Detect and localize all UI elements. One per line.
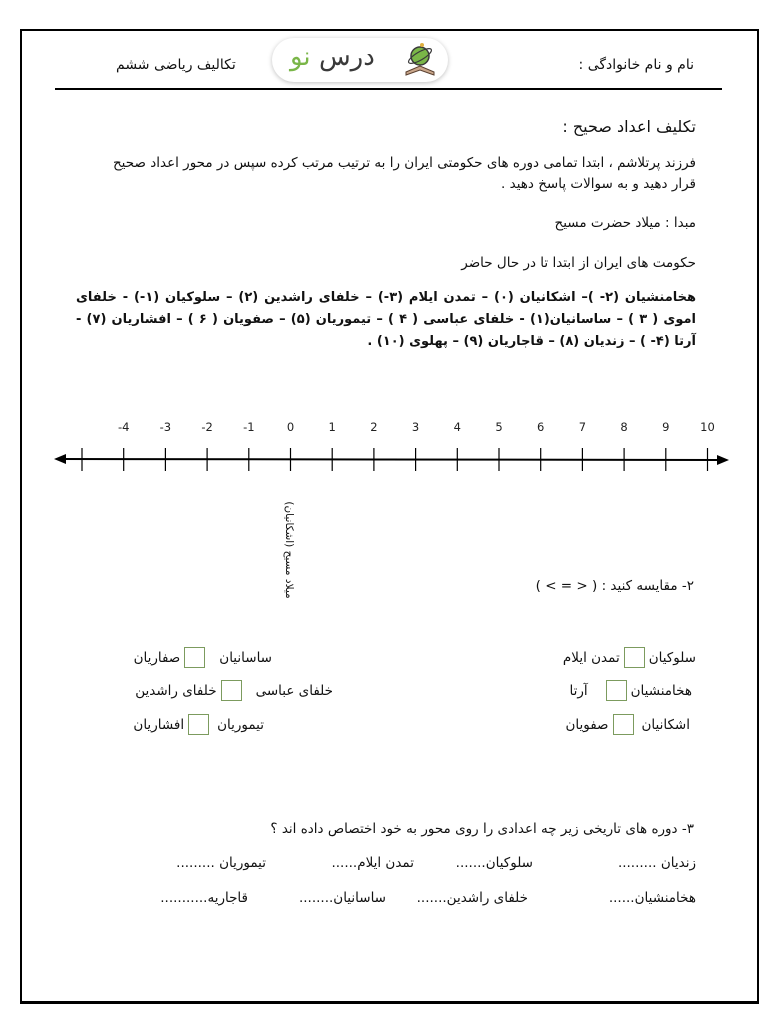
arrow-left-icon [54,454,66,464]
tick-label: 7 [578,420,587,434]
arrow-right-icon [717,455,729,465]
compare-row [563,647,696,668]
governments-title: حکومت های ایران از ابتدا تا در حال حاضر [461,255,696,271]
section-title: تکلیف اعداد صحیح : [562,117,696,136]
compare-answer-box[interactable] [184,647,205,668]
tick-label: 1 [328,420,336,434]
compare-right-item: آرتا [569,682,588,699]
compare-answer-box[interactable] [606,680,627,701]
compare-right-item: تمدن ایلام [562,649,620,666]
tick-label: 0 [286,420,295,434]
logo [272,38,448,82]
compare-right-item: خلفای راشدین [135,682,217,699]
fill-blank-item[interactable]: خلفای راشدین....... [416,890,528,906]
governments-list: هخامنشیان (۲- )– اشکانیان (۰) – تمدن ایلام (۳-) – خلفای راشدین (۲) – سلوکیان (۱-) - خلفای اموی ( ۳ ) – ساسانیان(۱) - خلفای عباسی ( ۴ ) – تیموریان (۵) – صفویان ( ۶ ) – افشاریان (۷) - آرتا (۴- ) – زندیان (۸) – قاجاریان (۹) – پهلوی (۱۰) . [76,290,697,349]
logo-text [290,42,375,72]
compare-right-item: صفاریان [133,649,181,666]
fill-blank-item[interactable]: سلوکیان....... [455,855,533,871]
origin-text: مبدا : میلاد حضرت مسیح [554,215,696,231]
logo-word-dars: درس [318,42,375,72]
annotation-vertical [279,495,299,605]
fill-blank-item[interactable]: ساسانیان........ [298,890,386,906]
compare-row [135,680,333,701]
compare-title: ۲- مقایسه کنید : ( < = > ) [535,578,694,594]
compare-right-item: صفویان [565,716,609,733]
tick-label: -1 [243,420,255,434]
annotation-text: میلاد مسیح (اشکانیان) [283,501,295,599]
fill-blank-item[interactable]: زندیان ......... [617,855,696,871]
compare-left-item: ساسانیان [219,649,272,666]
fill-blank-item[interactable]: هخامنشیان...... [608,890,696,906]
compare-answer-box[interactable] [624,647,645,668]
compare-answer-box[interactable] [613,714,634,735]
compare-left-item: خلفای عباسی [255,682,333,699]
instruction-text: فرزند پرتلاشم ، ابتدا تمامی دوره های حکومتی ایران را به ترتیب مرتب کرده سپس در محور اعداد صحیح قرار دهید و به سوالات پاسخ دهید . [112,155,696,192]
tick-label: 8 [620,420,628,434]
number-line-axis [60,459,720,460]
number-line [0,405,766,485]
compare-left-item: اشکانیان [641,716,690,733]
compare-answer-box[interactable] [221,680,242,701]
worksheet-subject: تکالیف ریاضی ششم [116,57,236,73]
logo-word-no: نو [290,42,311,72]
compare-row [569,680,692,701]
tick-label: -3 [159,420,172,434]
fill-blank-item[interactable]: تیموریان ......... [176,855,266,871]
tick-label: -4 [117,420,130,434]
compare-left-item: تیموریان [217,716,264,733]
tick-label: 2 [370,420,378,434]
question3-title: ۳- دوره های تاریخی زیر چه اعدادی را روی محور به خود اختصاص داده اند ؟ [270,821,694,837]
compare-right-item: افشاریان [133,716,185,733]
compare-left-item: سلوکیان [648,649,696,666]
compare-row [565,714,690,735]
header-divider [55,88,722,90]
tick-label: 5 [495,420,503,434]
tick-label: -2 [201,420,213,434]
fill-blank-item[interactable]: تمدن ایلام...... [331,855,414,871]
globe-book-icon [400,42,440,78]
tick-label: 9 [662,420,670,434]
tick-label: 10 [700,420,715,434]
tick-label: 3 [411,420,420,434]
tick-label: 4 [453,420,461,434]
compare-answer-box[interactable] [188,714,209,735]
fill-blank-item[interactable]: قاجاریه........... [160,890,248,906]
compare-row [134,647,272,668]
student-name-label: نام و نام خانوادگی : [578,57,694,73]
compare-left-item: هخامنشیان [630,682,692,699]
compare-row [133,714,264,735]
tick-label: 6 [537,420,545,434]
